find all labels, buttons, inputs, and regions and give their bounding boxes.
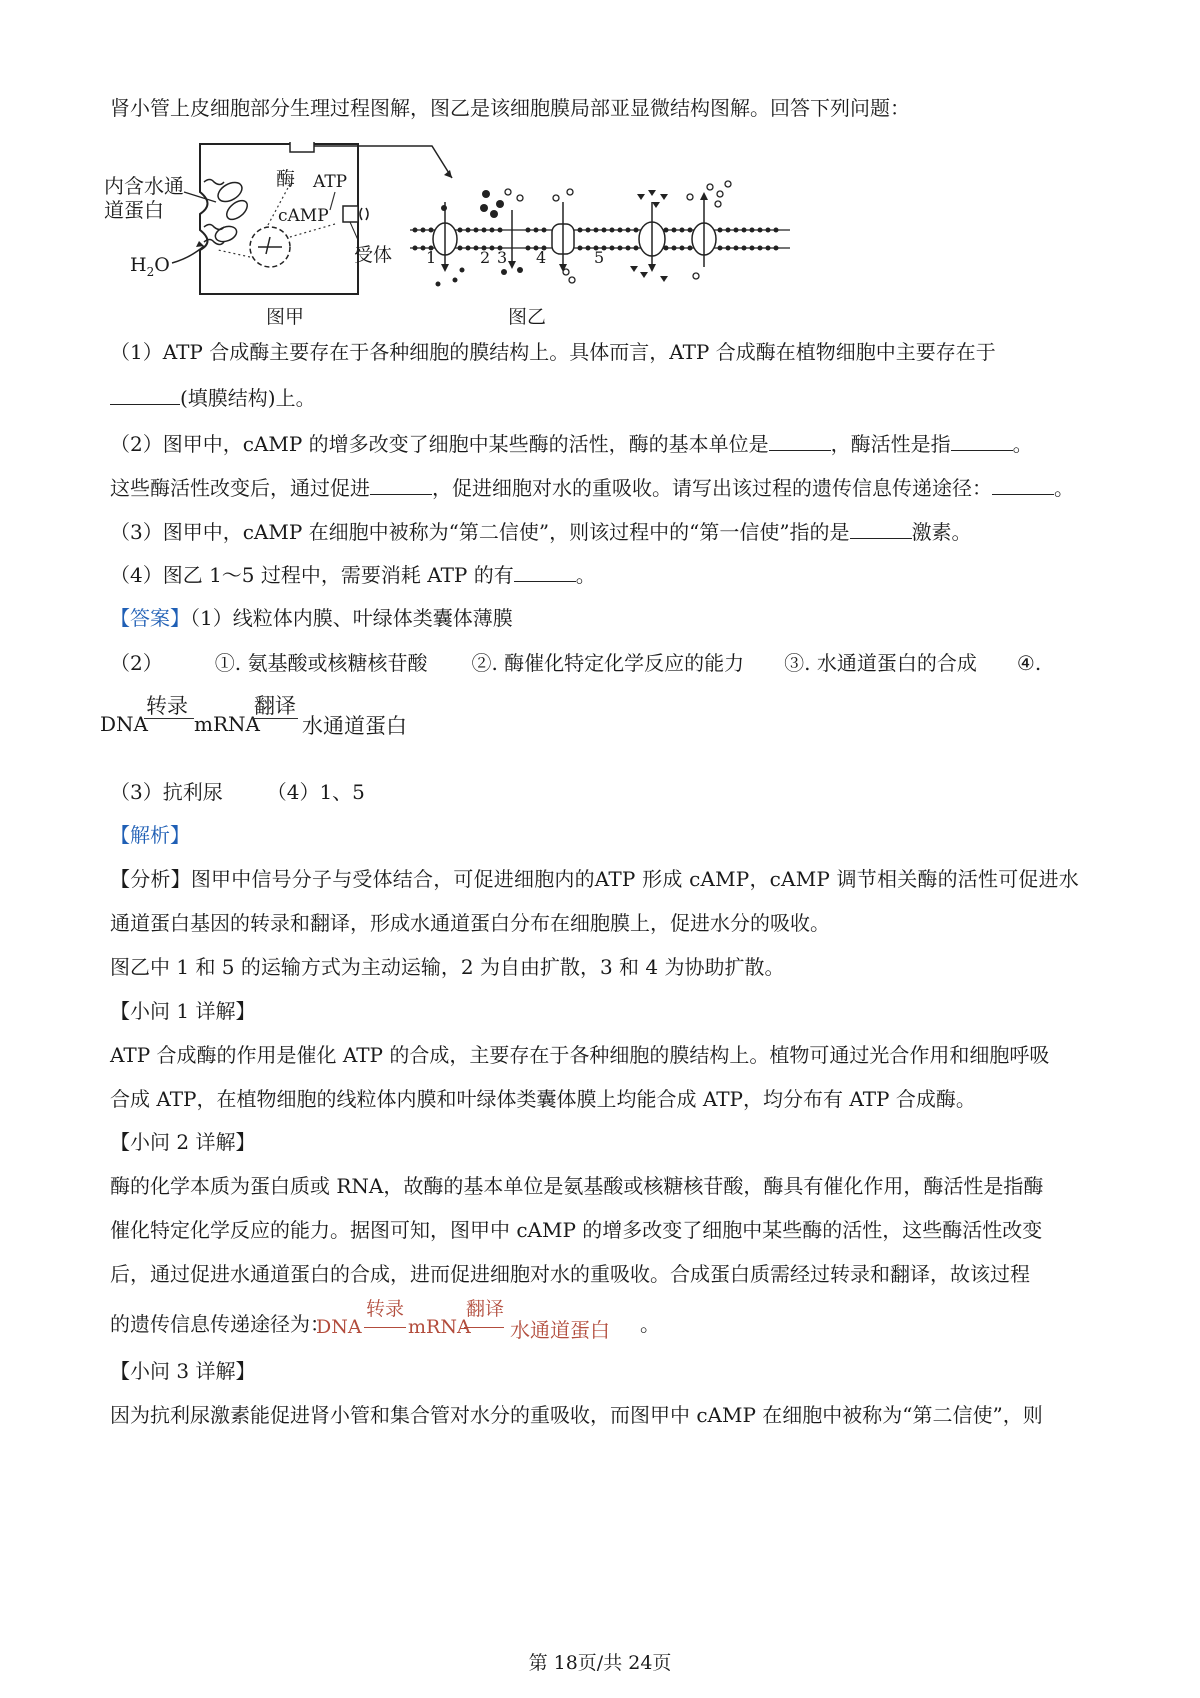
question-4: （4）图乙 1～5 过程中，需要消耗 ATP 的有 。 [110,563,596,587]
flow-aquaporin-2: 水通道蛋白 [510,1318,610,1342]
flow-translation-2: 翻译 [466,1298,505,1320]
analysis-tag: 【解析】 [110,823,190,847]
question-1-line1: （1）ATP 合成酶主要存在于各种细胞的膜结构上。具体而言，ATP 合成酶在植物细胞中主要存在于 [110,340,996,364]
flow-dna-2: DNA [316,1316,362,1338]
analysis-summary-3: 图乙中 1 和 5 的运输方式为主动运输，2 为自由扩散，3 和 4 为协助扩散。 [110,955,785,979]
analysis-gene-flow [316,1292,636,1344]
question-2-line2: 这些酶活性改变后，通过促进 ，促进细胞对水的重吸收。请写出该过程的遗传信息传递途径： 。 [110,476,1074,500]
process-number-4: 4 [536,248,547,267]
subq-2-tag: 【小问 2 详解】 [110,1130,256,1154]
subq-2-line1: 酶的化学本质为蛋白质或 RNA，故酶的基本单位是氨基酸或核糖核苷酸，酶具有催化作用，酶活性是指酶 [110,1174,1044,1198]
process-number-3: 3 [497,248,508,267]
aquaporin-label-line2: 道蛋白 [104,198,164,222]
answer-1: 【答案】（1）线粒体内膜、叶绿体类囊体薄膜 [110,606,513,630]
figure-jia-label: 图甲 [266,306,305,328]
figure-yi-label: 图乙 [508,306,547,328]
subq-1-line1: ATP 合成酶的作用是催化 ATP 的合成，主要存在于各种细胞的膜结构上。植物可通过光合作用和细胞呼吸 [110,1043,1050,1067]
subq-1-line2: 合成 ATP，在植物细胞的线粒体内膜和叶绿体类囊体膜上均能合成 ATP，均分布有 ATP 合成酶。 [110,1087,976,1111]
question-3: （3）图甲中，cAMP 在细胞中被称为“第二信使”，则该过程中的“第一信使”指的是 激素。 [110,520,972,544]
aquaporin-label-line1: 内含水通 [104,174,184,198]
subq-2-line2: 催化特定化学反应的能力。据图可知，图甲中 cAMP 的增多改变了细胞中某些酶的活性，这些酶活性改变 [110,1218,1043,1242]
process-number-2: 2 [480,248,491,267]
flow-mrna-2: mRNA [408,1316,471,1338]
page-footer: 第 18页/共 24页 [528,1652,672,1674]
flow-transcription-2: 转录 [366,1298,405,1320]
subq-3-line1: 因为抗利尿激素能促进肾小管和集合管对水分的重吸收，而图甲中 cAMP 在细胞中被称为“第二信使”，则 [110,1403,1043,1427]
process-number-5: 5 [594,248,605,267]
answer-tag: 【答案】 [110,606,190,630]
process-number-1: 1 [426,248,437,267]
analysis-summary-2: 通道蛋白基因的转录和翻译，形成水通道蛋白分布在细胞膜上，促进水分的吸收。 [110,911,830,935]
answer-gene-flow [100,690,430,740]
question-2-line1: （2）图甲中，cAMP 的增多改变了细胞中某些酶的活性，酶的基本单位是 ，酶活性是指 。 [110,432,1033,456]
atp-label: ATP [313,172,348,192]
flow-aquaporin: 水通道蛋白 [302,714,407,738]
intro-text: 肾小管上皮细胞部分生理过程图解，图乙是该细胞膜局部亚显微结构图解。回答下列问题： [110,96,910,120]
enzyme-label: 酶 [276,168,296,190]
figure-diagram [100,142,860,352]
question-1-line2: (填膜结构)上。 [110,384,316,412]
answer-2: （2） ①. 氨基酸或核糖核苷酸 ②. 酶催化特定化学反应的能力 ③. 水通道蛋白的合成 ④. [110,651,1042,675]
analysis-summary-1: 【分析】图甲中信号分子与受体结合，可促进细胞内的ATP 形成 cAMP，cAMP 调节相关酶的活性可促进水 [110,867,1079,891]
subq-1-tag: 【小问 1 详解】 [110,999,256,1023]
flow-dna: DNA [100,712,148,736]
subq-2-line4: 的遗传信息传递途径为： [110,1312,330,1336]
flow-mrna: mRNA [194,712,260,736]
flow-transcription: 转录 [146,694,188,718]
subq-2-end: 。 [640,1312,660,1336]
subq-2-line3: 后，通过促进水通道蛋白的合成，进而促进细胞对水的重吸收。合成蛋白质需经过转录和翻译，故该过程 [110,1262,1030,1286]
answer-3-4: （3）抗利尿 （4）1、5 [110,780,365,804]
camp-label: cAMP [278,206,329,226]
subq-3-tag: 【小问 3 详解】 [110,1359,256,1383]
flow-translation: 翻译 [254,694,296,718]
water-label: $H_2O$ [130,254,170,279]
cell-diagram-svg [100,142,860,352]
receptor-label: 受体 [354,244,393,266]
